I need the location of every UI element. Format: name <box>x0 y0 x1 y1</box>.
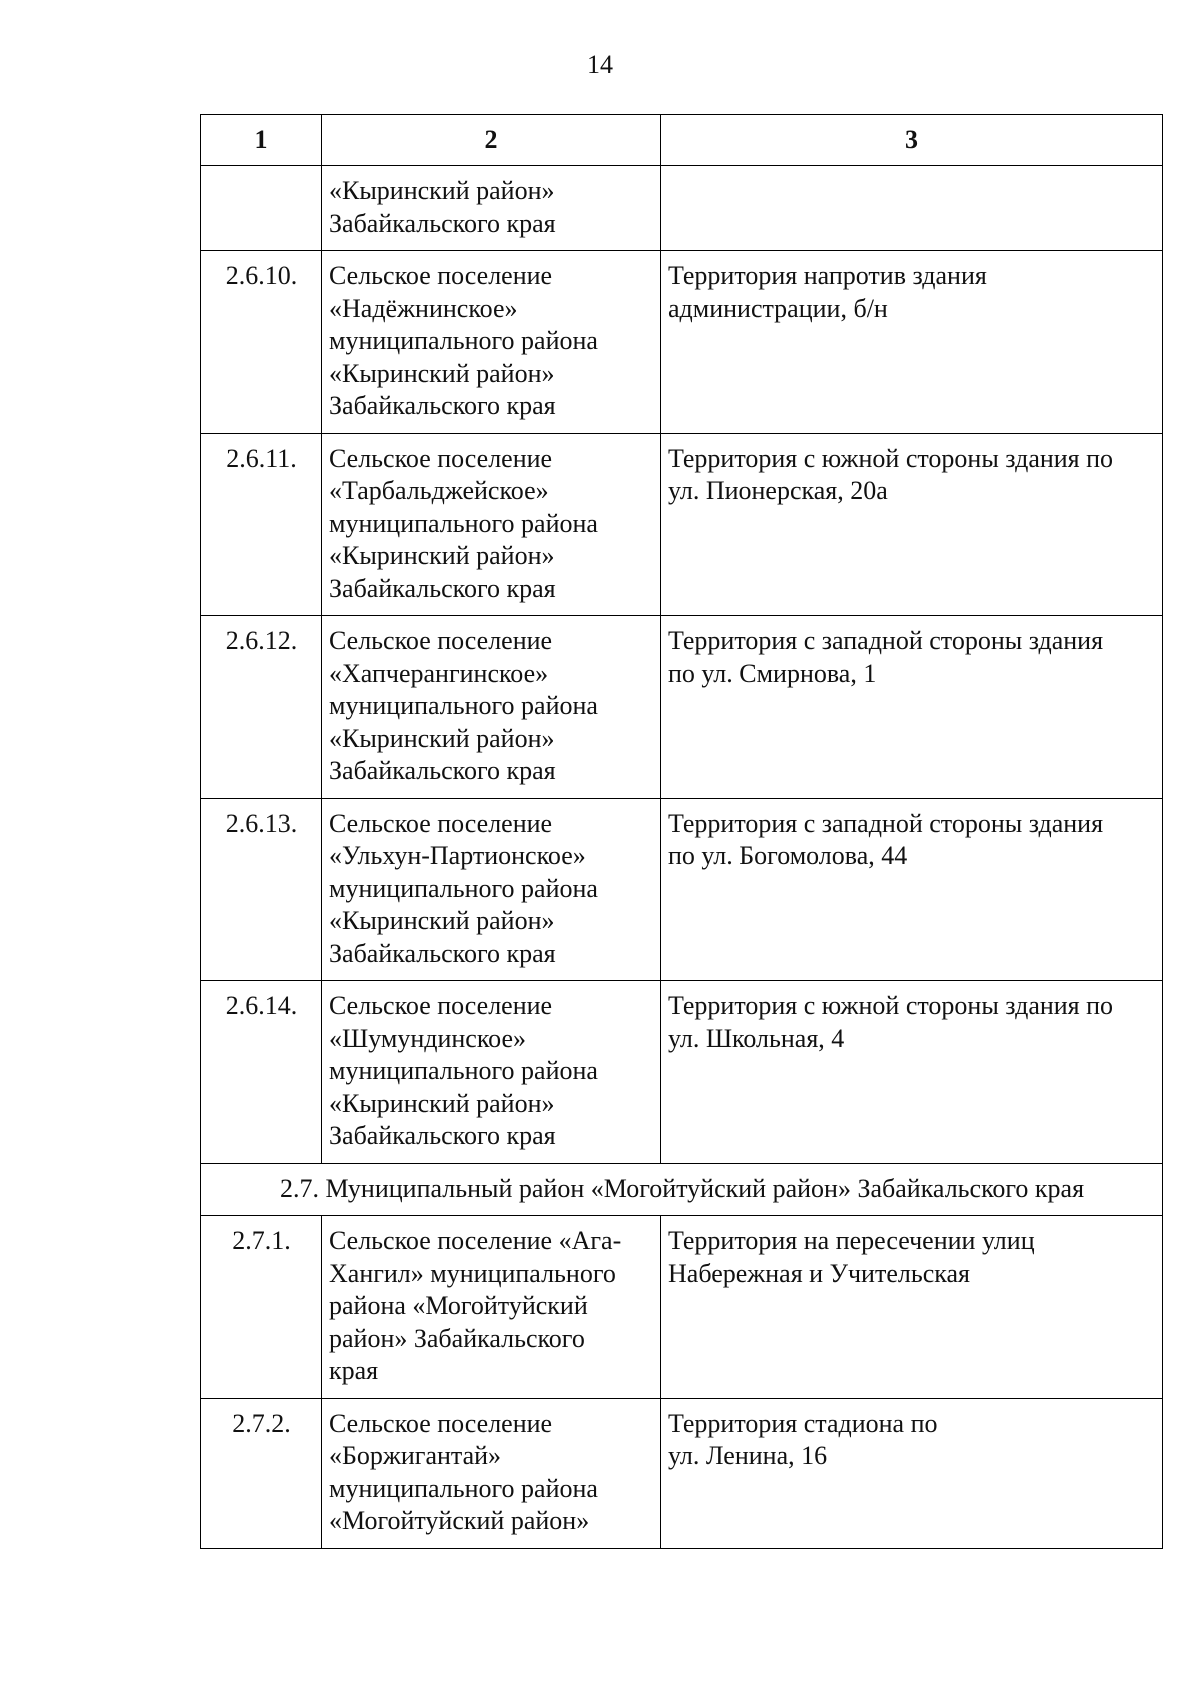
settlement-line: муниципального района <box>329 873 598 903</box>
table-header-row <box>201 115 1163 166</box>
settlements-table <box>200 114 1163 1549</box>
location-line: ул. Школьная, 4 <box>668 1023 845 1053</box>
settlement-line: Сельское поселение <box>329 443 553 473</box>
location-line: Территория на пересечении улиц <box>668 1226 1035 1255</box>
settlement-line: Забайкальского края <box>329 391 556 420</box>
settlement-cell <box>322 616 661 799</box>
settlement-line: Сельское поселение <box>329 808 553 838</box>
settlement-line: «Могойтуйский район» <box>329 1506 590 1535</box>
location-line: Территория с западной стороны здания <box>668 626 1104 655</box>
row-number: 2.6.12. <box>201 616 322 799</box>
settlement-cell <box>322 166 661 251</box>
page-number: 14 <box>587 50 613 79</box>
settlement-cell <box>322 433 661 616</box>
settlement-line: муниципального района <box>329 508 598 538</box>
table-body-section-2-7 <box>201 1216 1163 1549</box>
settlement-line: Сельское поселение <box>329 261 553 290</box>
location-cell <box>661 981 1163 1164</box>
row-number: 2.6.10. <box>201 251 322 434</box>
settlement-line: «Тарбальджейское» <box>329 476 549 505</box>
settlement-line: Сельское поселение «Ага- <box>329 1226 622 1255</box>
location-cell <box>661 798 1163 981</box>
location-line: Территория стадиона по <box>668 1408 938 1438</box>
settlement-line: Забайкальского края <box>329 756 556 785</box>
settlement-line: Сельское поселение <box>329 991 553 1020</box>
settlement-line: «Кыринский район» <box>329 906 555 935</box>
table-row <box>201 433 1163 616</box>
settlement-line: «Хапчерангинское» <box>329 658 549 688</box>
settlement-line: муниципального района <box>329 326 598 355</box>
settlement-line: Сельское поселение <box>329 1408 553 1438</box>
table-row <box>201 251 1163 434</box>
row-number <box>201 166 322 251</box>
settlement-line: «Надёжнинское» <box>329 293 518 323</box>
table-body-section-2-6 <box>201 166 1163 1164</box>
settlement-line: «Кыринский район» <box>329 723 555 753</box>
settlement-line: муниципального района <box>329 1056 598 1085</box>
column-header-settlement: 2 <box>322 115 661 166</box>
location-cell <box>661 616 1163 799</box>
settlement-line: «Кыринский район» <box>329 541 555 570</box>
settlement-line: «Ульхун-Партионское» <box>329 841 586 870</box>
settlement-line: Забайкальского края <box>329 938 556 968</box>
table-row <box>201 981 1163 1164</box>
settlement-line: муниципального района <box>329 691 598 720</box>
settlement-line: Хангил» муниципального <box>329 1258 616 1288</box>
location-line: ул. Ленина, 16 <box>668 1441 828 1470</box>
settlement-line: «Кыринский район» <box>329 358 555 388</box>
section-heading-row <box>201 1163 1163 1216</box>
location-cell <box>661 166 1163 251</box>
table-body-section-heading <box>201 1163 1163 1216</box>
row-number: 2.7.2. <box>201 1398 322 1548</box>
row-number: 2.6.13. <box>201 798 322 981</box>
settlement-line: «Шумундинское» <box>329 1023 527 1053</box>
location-line: администрации, б/н <box>668 293 888 323</box>
row-number: 2.7.1. <box>201 1216 322 1399</box>
settlement-line: Забайкальского края <box>329 208 556 238</box>
settlement-line: «Кыринский район» <box>329 1088 555 1118</box>
column-header-number: 1 <box>201 115 322 166</box>
location-line: Территория напротив здания <box>668 261 987 290</box>
table-row <box>201 798 1163 981</box>
location-cell <box>661 433 1163 616</box>
location-line: Территория с западной стороны здания <box>668 808 1104 838</box>
location-cell <box>661 1216 1163 1399</box>
section-heading: 2.7. Муниципальный район «Могойтуйский район» Забайкальского края <box>201 1163 1163 1216</box>
settlement-line: Забайкальского края <box>329 1121 556 1150</box>
settlement-cell <box>322 981 661 1164</box>
settlement-line: края <box>329 1356 379 1385</box>
settlement-line: муниципального района <box>329 1473 598 1503</box>
location-cell <box>661 1398 1163 1548</box>
settlement-line: Забайкальского края <box>329 573 556 603</box>
settlement-line: Сельское поселение <box>329 626 553 655</box>
settlement-cell <box>322 798 661 981</box>
table-row <box>201 616 1163 799</box>
table-row <box>201 1398 1163 1548</box>
settlement-cell <box>322 251 661 434</box>
table-row-continuation <box>201 166 1163 251</box>
location-line: по ул. Богомолова, 44 <box>668 841 908 870</box>
location-line: Территория с южной стороны здания по <box>668 443 1114 473</box>
column-header-location: 3 <box>661 115 1163 166</box>
location-line: Территория с южной стороны здания по <box>668 991 1114 1020</box>
settlement-line: район» Забайкальского <box>329 1323 585 1353</box>
location-line: ул. Пионерская, 20а <box>668 476 888 505</box>
location-line: по ул. Смирнова, 1 <box>668 658 877 688</box>
settlement-line: «Кыринский район» <box>329 176 555 205</box>
settlement-line: «Боржигантай» <box>329 1441 502 1470</box>
row-number: 2.6.14. <box>201 981 322 1164</box>
settlement-cell <box>322 1216 661 1399</box>
location-cell <box>661 251 1163 434</box>
row-number: 2.6.11. <box>201 433 322 616</box>
table-row <box>201 1216 1163 1399</box>
settlement-cell <box>322 1398 661 1548</box>
location-line: Набережная и Учительская <box>668 1258 970 1288</box>
settlement-line: района «Могойтуйский <box>329 1291 588 1320</box>
